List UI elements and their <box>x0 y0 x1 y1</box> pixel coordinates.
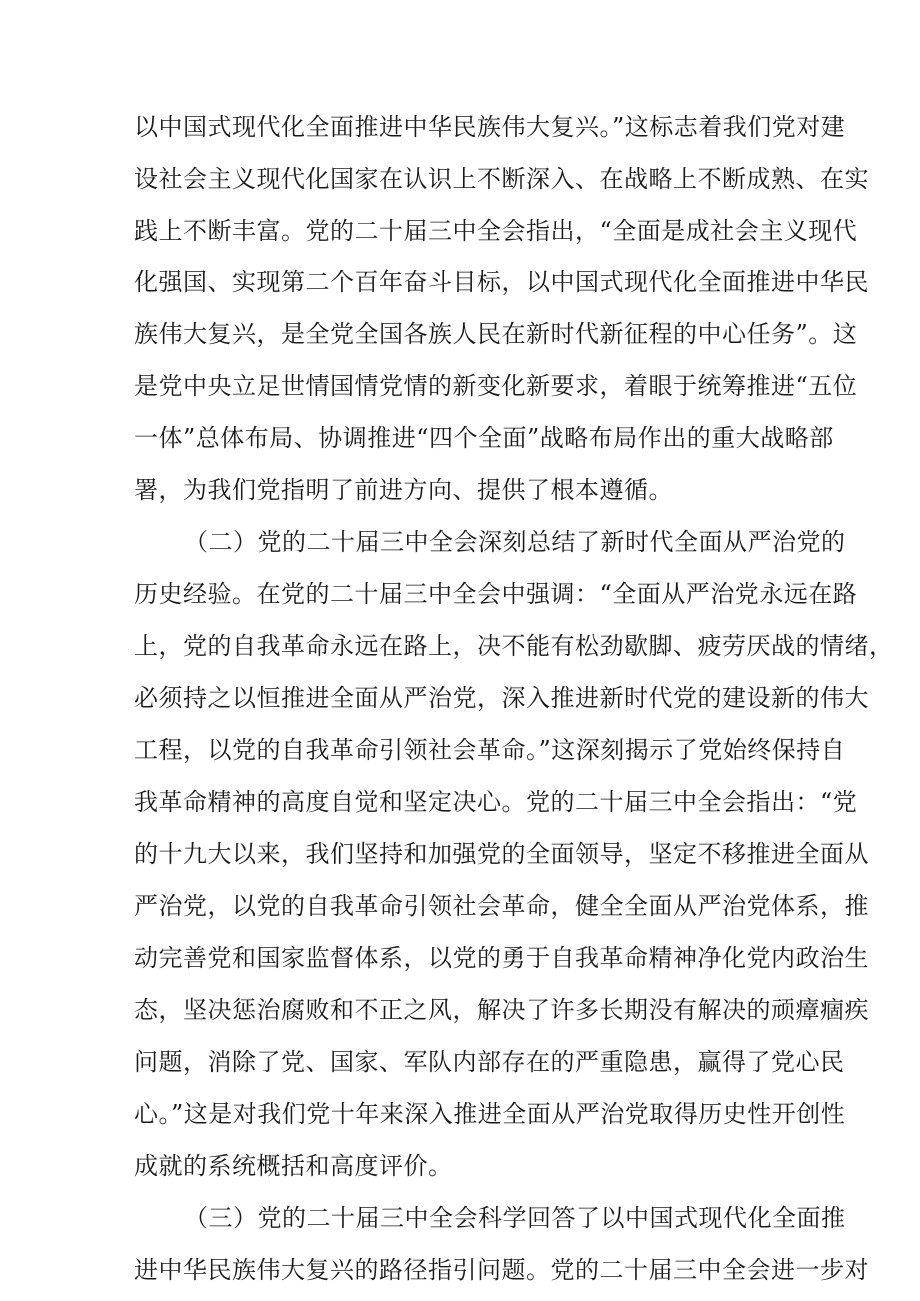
text-line: 上，党的自我革命永远在路上，决不能有松劲歇脚、疲劳厌战的情绪， <box>134 632 894 660</box>
text-line: 成就的系统概括和高度评价。 <box>134 1152 453 1180</box>
text-line: 必须持之以恒推进全面从严治党，深入推进新时代党的建设新的伟大 <box>134 684 869 712</box>
text-line: 问题，消除了党、国家、军队内部存在的严重隐患，赢得了党心民 <box>134 1048 845 1076</box>
text-line: 以中国式现代化全面推进中华民族伟大复兴。”这标志着我们党对建 <box>134 113 846 141</box>
text-line: 化强国、实现第二个百年奋斗目标，以中国式现代化全面推进中华民 <box>134 268 869 296</box>
text-line: 心。”这是对我们党十年来深入推进全面从严治党取得历史性开创性 <box>134 1100 846 1128</box>
paragraph-heading-3: （三）党的二十届三中全会科学回答了以中国式现代化全面推 <box>184 1204 846 1232</box>
text-line: 践上不断丰富。党的二十届三中全会指出，“全面是成社会主义现代 <box>134 217 858 245</box>
text-line: 动完善党和国家监督体系，以党的勇于自我革命精神净化党内政治生 <box>134 944 869 972</box>
text-line: 历史经验。在党的二十届三中全会中强调：“全面从严治党永远在路 <box>134 580 858 608</box>
text-line: 的十九大以来，我们坚持和加强党的全面领导，坚定不移推进全面从 <box>134 840 869 868</box>
text-line: 族伟大复兴，是全党全国各族人民在新时代新征程的中心任务”。这 <box>134 320 858 348</box>
text-line: 一体”总体布局、协调推进“四个全面”战略布局作出的重大战略部 <box>134 424 834 452</box>
text-line: 我革命精神的高度自觉和坚定决心。党的二十届三中全会指出：“党 <box>134 788 858 816</box>
text-line: 是党中央立足世情国情党情的新变化新要求，着眼于统筹推进“五位 <box>134 372 858 400</box>
text-line: 工程，以党的自我革命引领社会革命。”这深刻揭示了党始终保持自 <box>134 736 846 764</box>
text-line: 署，为我们党指明了前进方向、提供了根本遵循。 <box>134 476 673 504</box>
text-line: 进中华民族伟大复兴的路径指引问题。党的二十届三中全会进一步对 <box>134 1256 869 1284</box>
paragraph-heading-2: （二）党的二十届三中全会深刻总结了新时代全面从严治党的 <box>184 528 846 556</box>
text-line: 严治党，以党的自我革命引领社会革命，健全全面从严治党体系，推 <box>134 892 869 920</box>
text-line: 设社会主义现代化国家在认识上不断深入、在战略上不断成熟、在实 <box>134 165 869 193</box>
text-line: 态，坚决惩治腐败和不正之风，解决了许多长期没有解决的顽瘴痼疾 <box>134 996 869 1024</box>
